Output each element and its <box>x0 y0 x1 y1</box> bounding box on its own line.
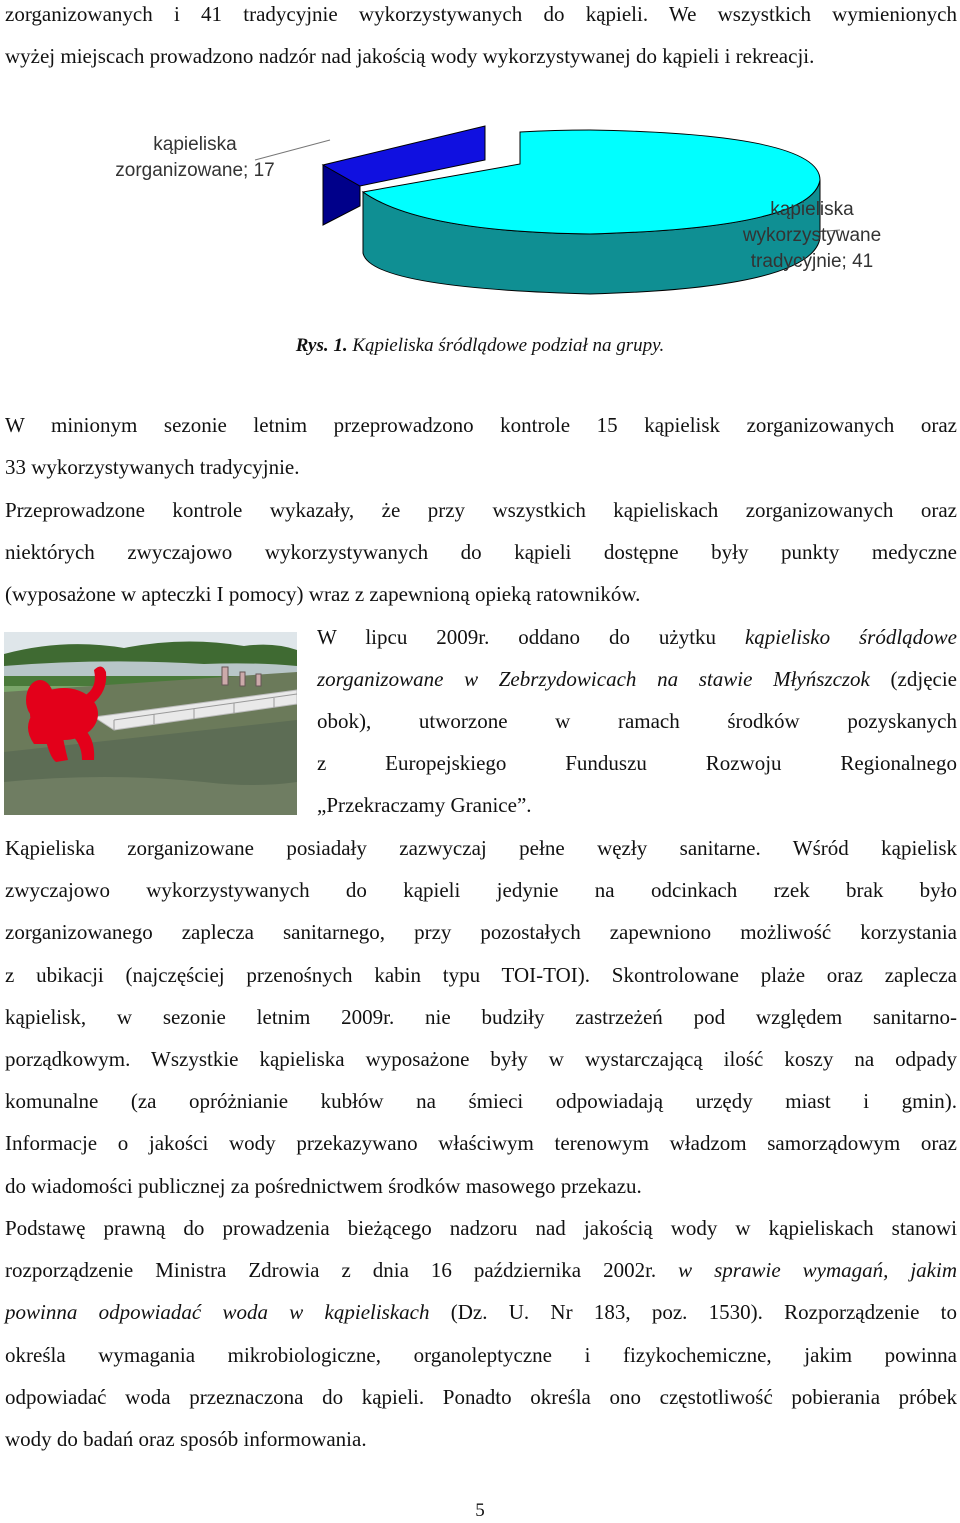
text-line: Przeprowadzone kontrole wykazały, że przy wszystkich kąpieliskach zorganizowanych oraz <box>5 498 957 522</box>
photo-elephant-slide <box>4 632 297 815</box>
text-line: zorganizowanych i 41 tradycyjnie wykorzystywanych do kąpieli. We wszystkich wymienionych <box>5 2 957 26</box>
text-line: do wiadomości publicznej za pośrednictwem środków masowego przekazu. <box>5 1174 642 1198</box>
text-line: 33 wykorzystywanych tradycyjnie. <box>5 455 300 479</box>
pie-label-zorganizowane: kąpieliska zorganizowane; 17 <box>115 134 275 181</box>
page-number: 5 <box>475 1500 485 1521</box>
text-line: wyżej miejscach prowadzono nadzór nad jakością wody wykorzystywanej do kąpieli i rekreacji. <box>5 44 815 68</box>
text-line: określa wymagania mikrobiologiczne, organoleptyczne i fizykochemiczne, jakim powinna <box>5 1343 957 1367</box>
text-line: komunalne (za opróżnianie kubłów na śmieci odpowiadają urzędy miast i gmin). <box>5 1089 957 1113</box>
text-line: W minionym sezonie letnim przeprowadzono kontrole 15 kąpielisk zorganizowanych oraz <box>5 413 957 437</box>
photo-paragraph: W lipcu 2009r. oddano do użytku kąpielisko śródlądowe zorganizowane w Zebrzydowicach na stawie Młyńszczok (zdjęcie obok), utworzone w ramach środków pozyskanych z Europejskiego Funduszu Rozwoju Regionalnego „Przekraczamy Granice”. <box>317 625 958 817</box>
figure-caption: Rys. 1. Kąpieliska śródlądowe podział na grupy. <box>295 335 665 356</box>
text-line: Kąpieliska zorganizowane posiadały zazwyczaj pełne węzły sanitarne. Wśród kąpielisk <box>5 836 957 860</box>
text-line: (wyposażone w apteczki I pomocy) wraz z zapewnioną opieką ratowników. <box>5 582 641 606</box>
text-line: powinna odpowiadać woda w kąpieliskach (Dz. U. Nr 183, poz. 1530). Rozporządzenie to <box>5 1300 957 1324</box>
text-line: odpowiadać woda przeznaczona do kąpieli. Ponadto określa ono częstotliwość pobierania próbek <box>5 1385 957 1409</box>
text-line: niektórych zwyczajowo wykorzystywanych do kąpieli dostępne były punkty medyczne <box>5 540 957 564</box>
text-line: Informacje o jakości wody przekazywano właściwym terenowym władzom samorządowym oraz <box>5 1131 957 1155</box>
text-line: rozporządzenie Ministra Zdrowia z dnia 16 października 2002r. w sprawie wymagań, jakim <box>5 1258 957 1282</box>
text-line: z ubikacji (najczęściej przenośnych kabin typu TOI-TOI). Skontrolowane plaże oraz zaplecza <box>5 963 957 987</box>
pie-label-tradycyjne: kąpieliska wykorzystywane tradycyjnie; 41 <box>742 199 882 272</box>
text-line: zwyczajowo wykorzystywanych do kąpieli jedynie na odcinkach rzek brak było <box>5 878 957 902</box>
text-line: porządkowym. Wszystkie kąpieliska wyposażone były w wystarczającą ilość koszy na odpady <box>5 1047 957 1071</box>
text-line: kąpielisk, w sezonie letnim 2009r. nie budziły zastrzeżeń pod względem sanitarno- <box>5 1005 957 1029</box>
text-line: Podstawę prawną do prowadzenia bieżącego nadzoru nad jakością wody w kąpieliskach stanowi <box>5 1216 957 1240</box>
text-line: zorganizowanego zaplecza sanitarnego, przy pozostałych zapewniono możliwość korzystania <box>5 920 957 944</box>
text-line: wody do badań oraz sposób informowania. <box>5 1427 367 1451</box>
